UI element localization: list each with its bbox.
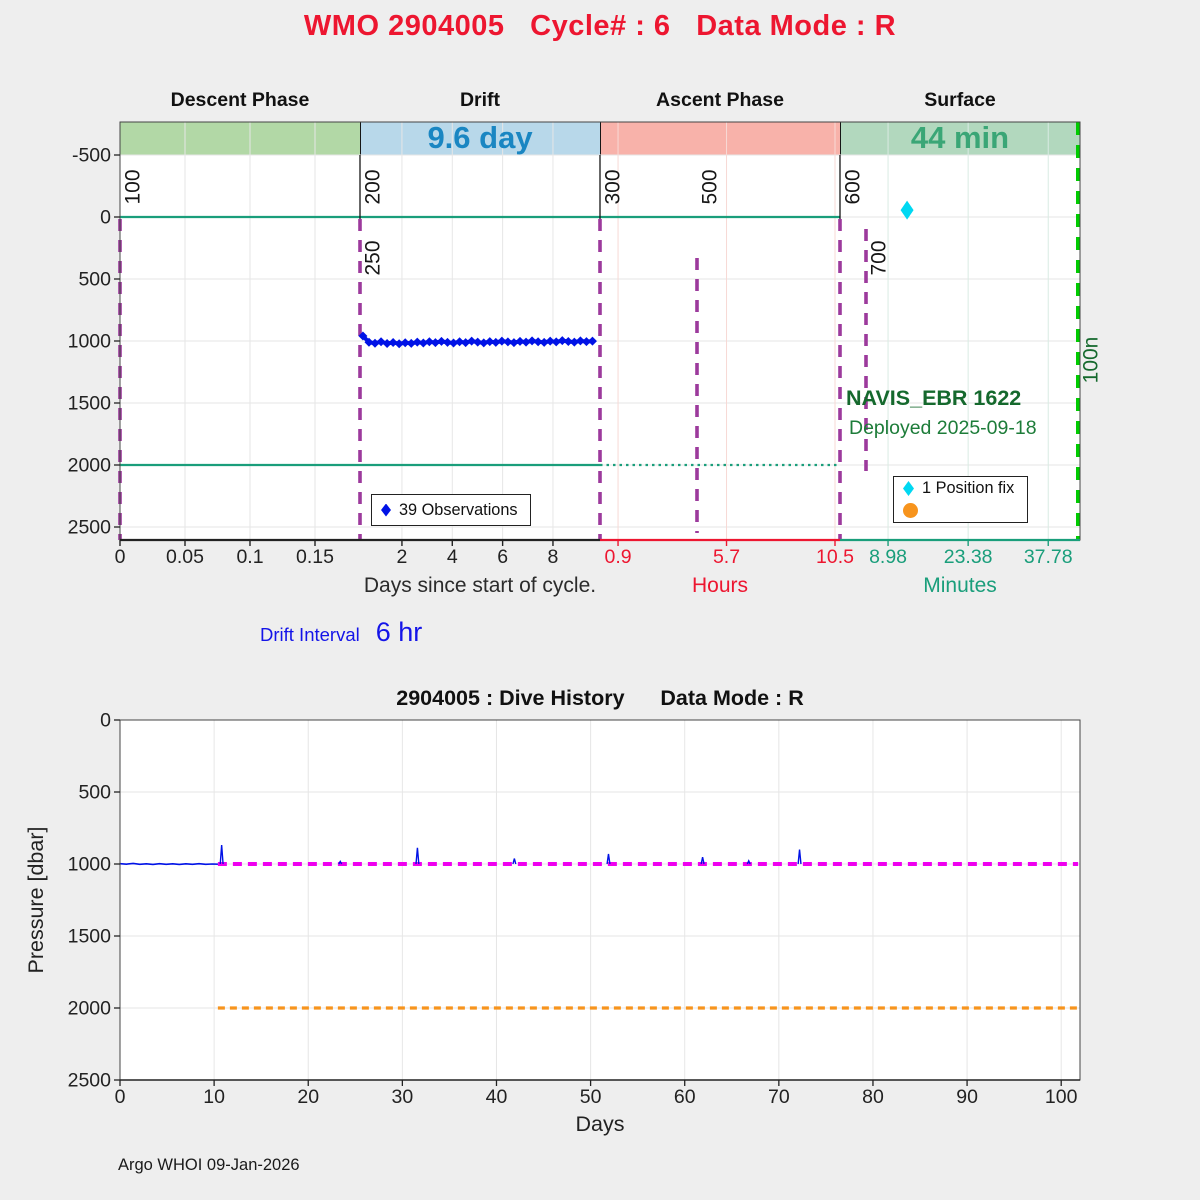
surface-duration-label: 44 min xyxy=(910,120,1010,155)
y-tick-label: 1500 xyxy=(67,925,111,948)
drift-observation-marker xyxy=(588,337,597,346)
figure-title: WMO 2904005 Cycle# : 6 Data Mode : R xyxy=(303,10,897,42)
x-tick-label: 0.05 xyxy=(166,546,204,568)
dive-history-ylabel: Pressure [dbar] xyxy=(24,826,48,974)
x-tick-label: 20 xyxy=(297,1086,320,1108)
x-tick-label: 6 xyxy=(497,546,509,568)
x-tick-label: 0.15 xyxy=(296,546,334,568)
x-tick-label: 70 xyxy=(767,1086,790,1108)
bottom-plot-border xyxy=(120,720,1080,1080)
drift-duration-label: 9.6 day xyxy=(427,120,533,155)
x-tick-label: 2 xyxy=(396,546,408,568)
event-label-100n: 100n xyxy=(1079,336,1103,384)
dive-history-title: 2904005 : Dive History Data Mode : R xyxy=(396,686,804,710)
x-tick-label: 60 xyxy=(673,1086,696,1108)
event-label-600: 600 xyxy=(841,169,865,205)
y-tick-label: -500 xyxy=(71,144,111,167)
orange-circle-icon xyxy=(903,503,918,518)
x-tick-label: 50 xyxy=(579,1086,602,1108)
x-tick-label: 90 xyxy=(956,1086,978,1108)
x-tick-label: 10 xyxy=(203,1086,225,1108)
event-label-200: 200 xyxy=(361,169,385,205)
deployed-date-annotation: Deployed 2025-09-18 xyxy=(849,417,1037,439)
x-tick-label: 37.78 xyxy=(1023,546,1073,568)
y-tick-label: 500 xyxy=(78,268,111,291)
x-tick-label: 0.1 xyxy=(236,546,264,568)
y-tick-label: 2500 xyxy=(67,516,111,539)
x-tick-label: 5.7 xyxy=(712,546,741,568)
y-tick-label: 1500 xyxy=(67,392,111,415)
pressure-spike xyxy=(798,850,801,864)
y-tick-label: 0 xyxy=(100,206,111,229)
y-tick-label: 1000 xyxy=(67,330,111,353)
drift-interval-label: Drift Interval xyxy=(260,624,360,645)
xaxis-label-minutes: Minutes xyxy=(923,574,997,597)
position-fix-diamond-icon xyxy=(903,481,914,496)
dive-history-xlabel: Days xyxy=(575,1112,625,1136)
x-tick-label: 30 xyxy=(391,1086,414,1108)
observations-legend-label: 39 Observations xyxy=(399,500,518,519)
event-label-700: 700 xyxy=(867,240,891,276)
y-tick-label: 500 xyxy=(78,781,111,804)
xaxis-label-hours: Hours xyxy=(691,574,749,597)
xaxis-label-days: Days since start of cycle. xyxy=(363,574,597,597)
y-tick-label: 2500 xyxy=(67,1069,111,1092)
legend-row-position-fix xyxy=(903,478,1027,500)
pressure-spike xyxy=(513,859,516,864)
legend-row-orange-marker xyxy=(903,500,1027,522)
y-tick-label: 0 xyxy=(100,709,111,732)
phase-label-surface: Surface xyxy=(924,89,996,111)
x-tick-label: 4 xyxy=(446,546,458,568)
x-tick-label: 8 xyxy=(547,546,559,568)
drift-interval-value: 6 hr xyxy=(375,617,423,647)
event-label-100: 100 xyxy=(121,169,145,205)
event-label-500: 500 xyxy=(698,169,722,205)
y-tick-label: 2000 xyxy=(67,454,111,477)
phase-label-drift: Drift xyxy=(459,89,501,111)
event-label-300: 300 xyxy=(601,169,625,205)
x-tick-label: 80 xyxy=(862,1086,884,1108)
x-tick-label: 0.9 xyxy=(604,546,632,568)
x-tick-label: 100 xyxy=(1044,1086,1078,1108)
park_pressure_measured_early xyxy=(120,863,218,864)
float-name-annotation: NAVIS_EBR 1622 xyxy=(846,386,1022,410)
position-fix-legend-label: 1 Position fix xyxy=(922,479,1015,497)
x-tick-label: 0 xyxy=(114,546,126,568)
figure-footer: Argo WHOI 09-Jan-2026 xyxy=(118,1156,300,1174)
y-tick-label: 2000 xyxy=(67,997,111,1020)
event-label-250: 250 xyxy=(361,240,385,276)
x-tick-label: 23.38 xyxy=(943,546,993,568)
phase-label-descent: Descent Phase xyxy=(170,89,310,111)
x-tick-label: 10.5 xyxy=(816,546,854,568)
x-tick-label: 0 xyxy=(114,1086,126,1108)
observations-legend xyxy=(371,494,531,526)
y-tick-label: 1000 xyxy=(67,853,111,876)
pressure-spike xyxy=(416,848,419,864)
surface-legend xyxy=(893,476,1028,523)
pressure-spike xyxy=(220,845,223,864)
x-tick-label: 8.98 xyxy=(869,546,908,568)
drift-interval-annotation xyxy=(260,617,422,648)
observations-diamond-icon xyxy=(381,504,391,517)
x-tick-label: 40 xyxy=(485,1086,508,1108)
phase-label-ascent: Ascent Phase xyxy=(656,89,784,111)
